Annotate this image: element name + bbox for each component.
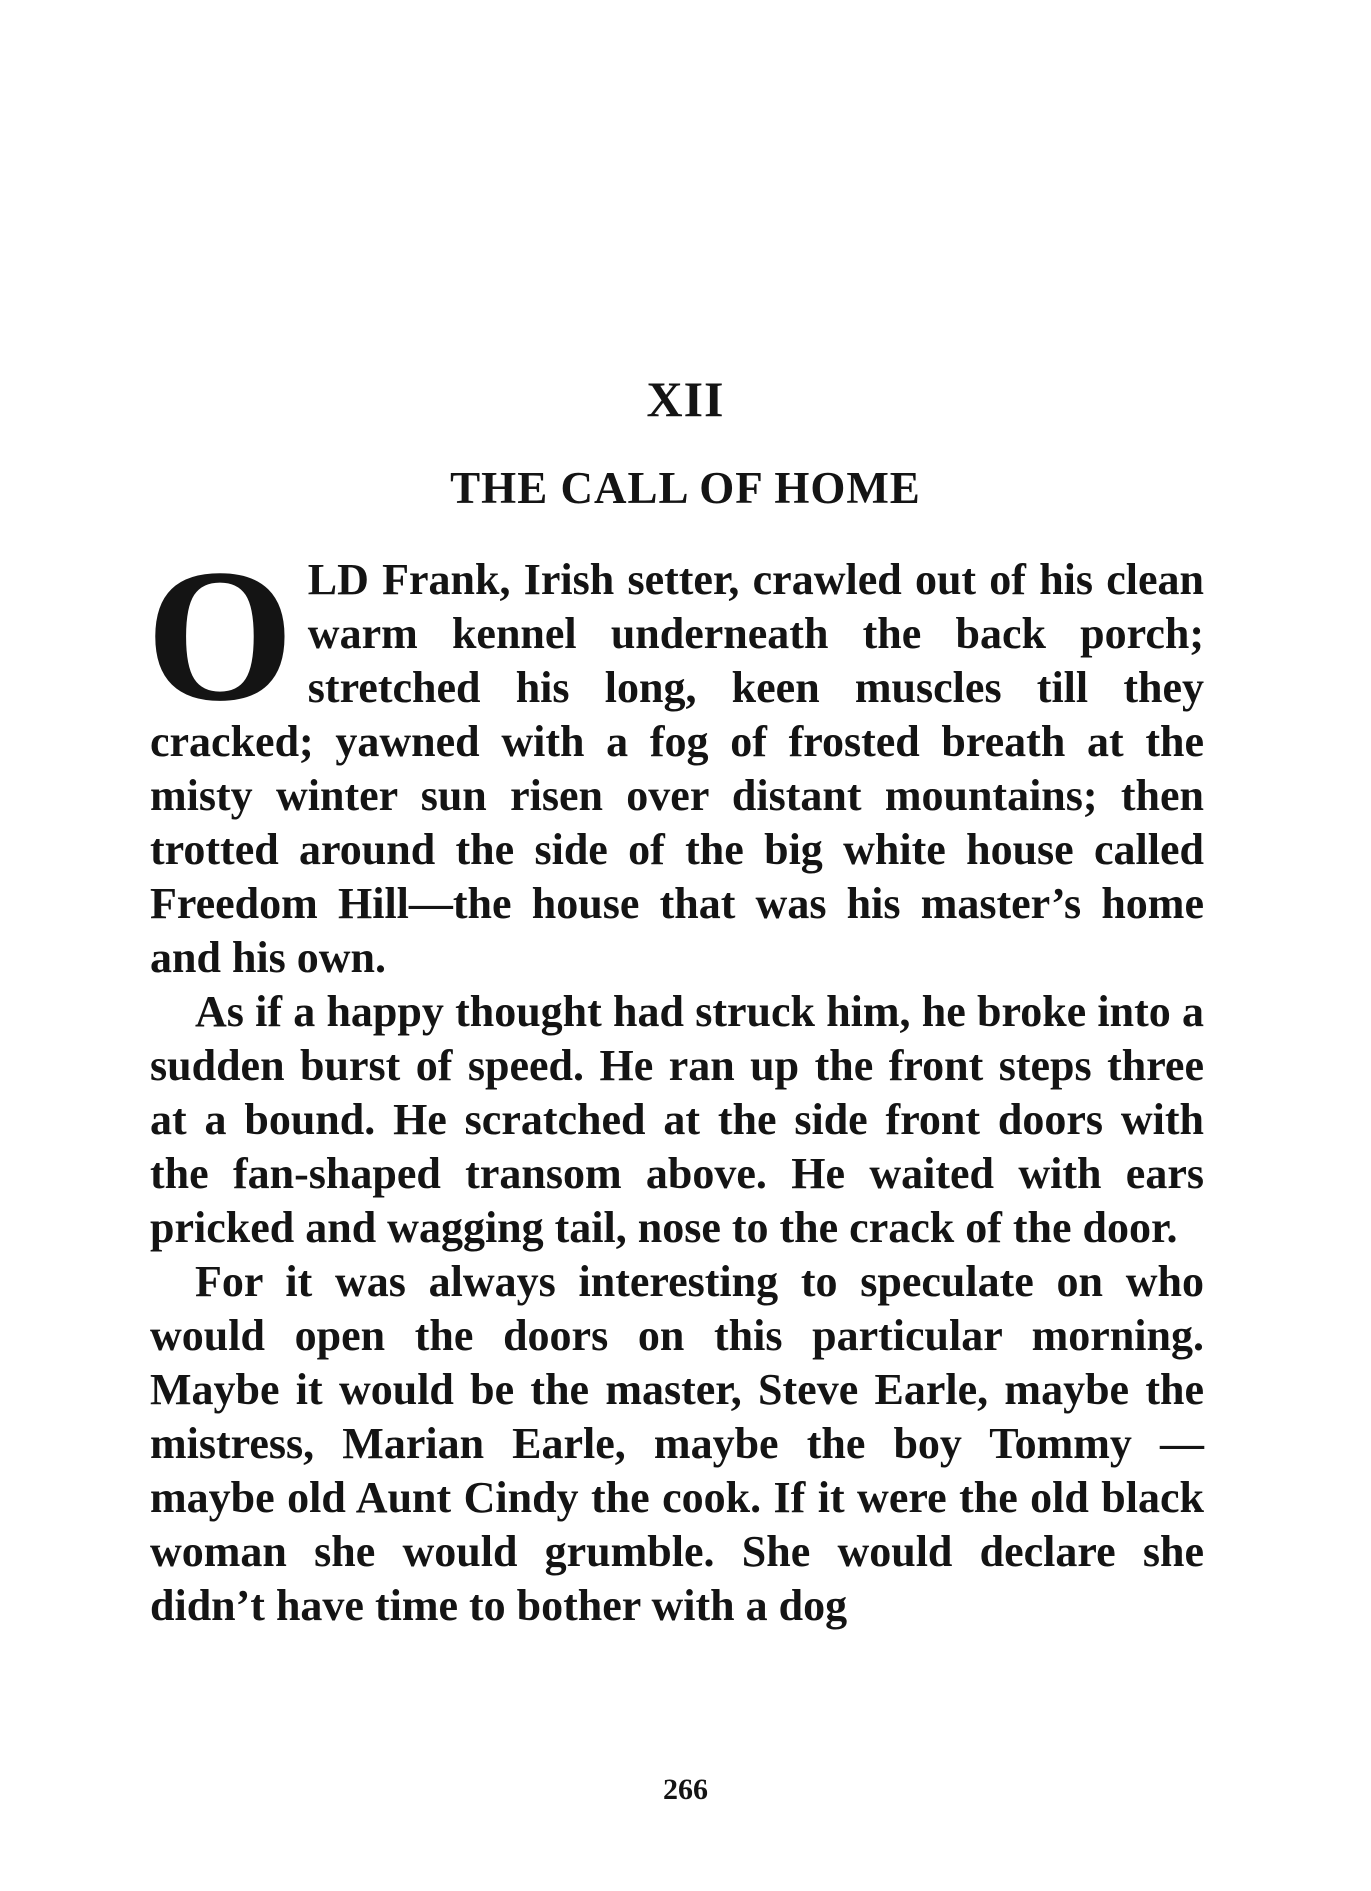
chapter-title: THE CALL OF HOME [450,463,921,513]
paragraph-1-text: LD Frank, Irish setter, crawled out of his clean warm kennel underneath the back porch; stretched his long, keen muscles till they cracked; yawned with a fog of frosted breath at the misty winter sun risen over distant mountains; then trotted around the side of the big white house called Freedom Hill—the house that was his master’s home and his own. [150,555,1204,982]
paragraph-2: As if a happy thought had struck him, he broke into a sudden burst of speed. He ran up the front steps three at a bound. He scratched at the side front doors with the fan-shaped transom above. He waited with ears pricked and wagging tail, nose to the crack of the door. [150,987,1204,1252]
body-text [146,531,1204,1633]
paragraph-3: For it was always interesting to speculate on who would open the doors on this particular morning. Maybe it would be the master, Steve Earle, maybe the mistress, Marian Earle, maybe the boy Tommy —maybe old Aunt Cindy the cook. If it were the old black woman she would grumble. She would declare she didn’t have time to bother with a dog [150,1257,1204,1630]
chapter-number: XII [646,371,725,427]
page-number: 266 [663,1773,708,1806]
paragraph-1 [146,531,1204,985]
drop-cap: O [146,531,294,741]
